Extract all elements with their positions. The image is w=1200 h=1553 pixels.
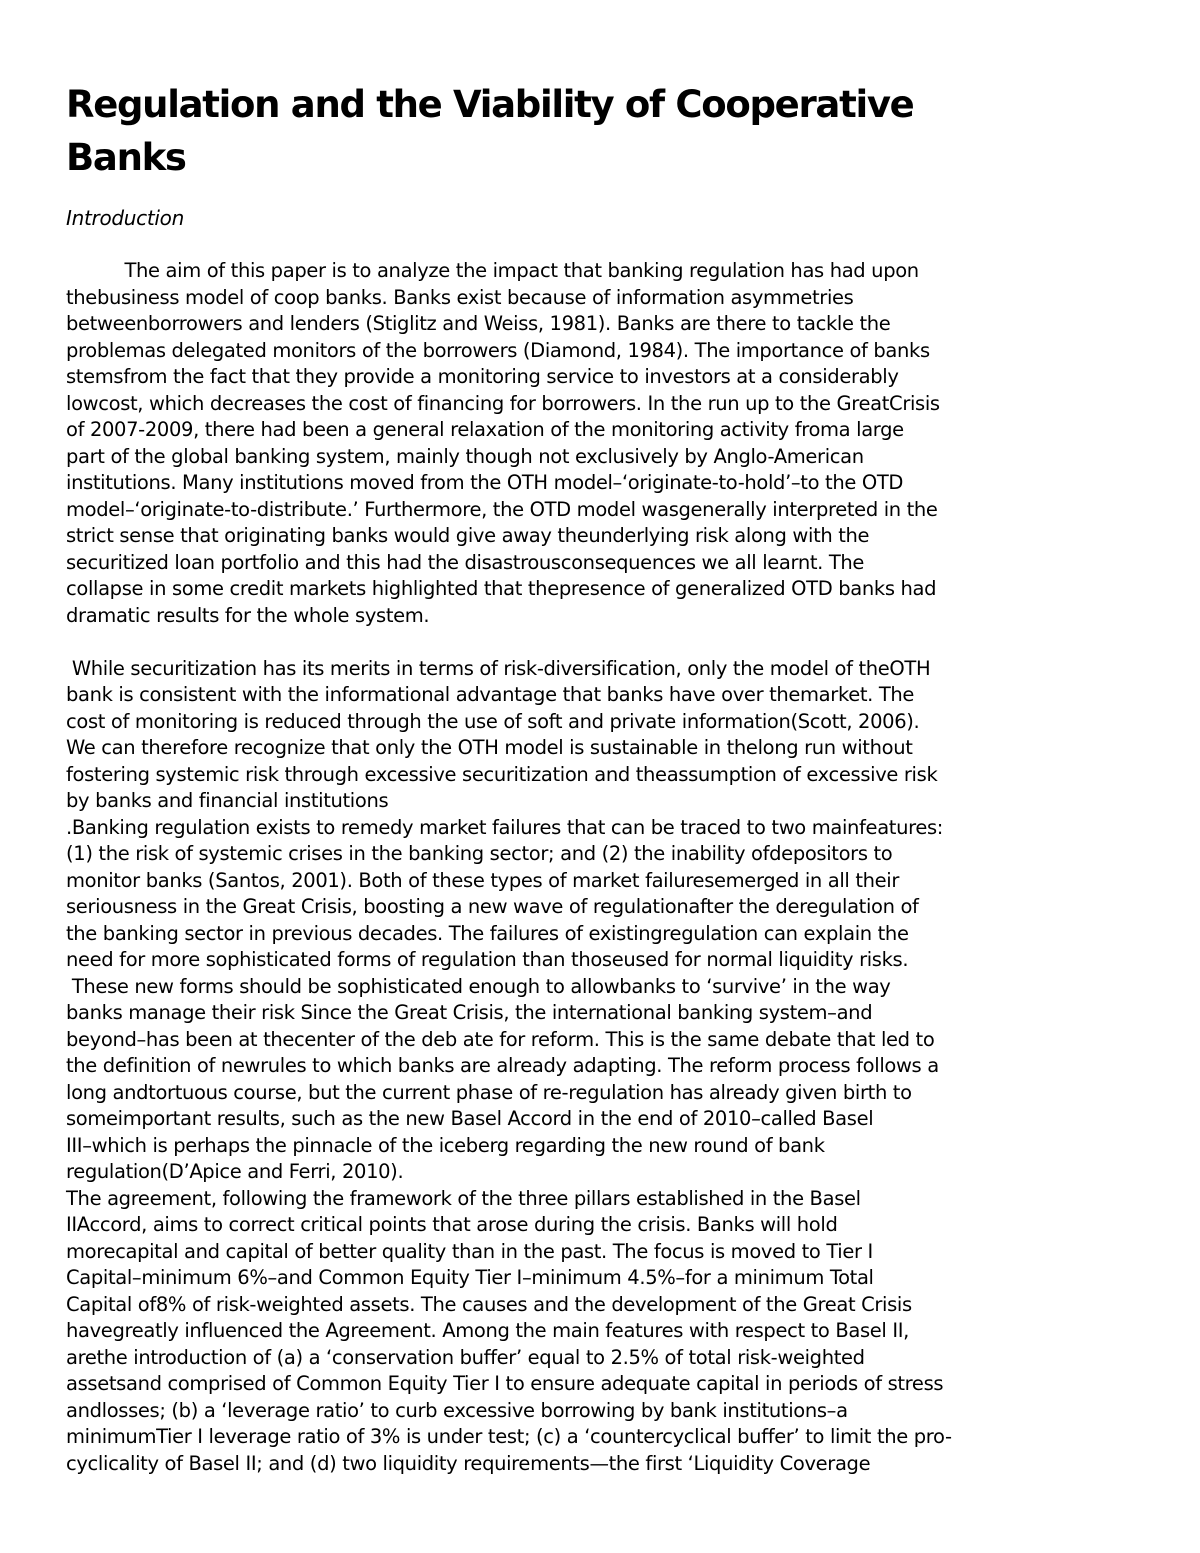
text-line: bank is consistent with the informational advantage that banks have over themarket. The [66,683,915,706]
text-line: institutions. Many institutions moved from the OTH model–‘originate-to-hold’–to the OTD [66,471,904,494]
text-line: the banking sector in previous decades. The failures of existingregulation can explain the [66,921,909,945]
paragraph-2 [66,656,1166,1478]
section-heading-introduction: Introduction [66,206,184,230]
text-line: monitor banks (Santos, 2001). Both of these types of market failuresemerged in all their [66,868,900,892]
text-line: model–‘originate-to-distribute.’ Furthermore, the OTD model wasgenerally interpreted in the [66,497,938,521]
text-line: of 2007-2009, there had been a general relaxation of the monitoring activity froma large [66,418,904,441]
text-line: the definition of newrules to which banks are already adapting. The reform process follows a [66,1054,939,1077]
text-line: betweenborrowers and lenders (Stiglitz and Weiss, 1981). Banks are there to tackle the [66,312,891,335]
paragraph-1 [66,258,1166,629]
text-line: While securitization has its merits in terms of risk-diversification, only the model of theOTH [66,656,931,680]
text-line: seriousness in the Great Crisis, boosting a new wave of regulationafter the deregulation of [66,895,919,918]
text-line: securitized loan portfolio and this had the disastrousconsequences we all learnt. The [66,550,865,574]
text-line: These new forms should be sophisticated enough to allowbanks to ‘survive’ in the way [66,974,891,998]
text-line: banks manage their risk Since the Great Crisis, the international banking system–and [66,1001,873,1024]
text-line: fostering systemic risk through excessive securitization and theassumption of excessive risk [66,762,938,786]
text-line: by banks and financial institutions [66,789,389,812]
text-line: dramatic results for the whole system. [66,603,430,627]
title-line-1: Regulation and the Viability of Cooperative [66,83,914,126]
text-line: collapse in some credit markets highlighted that thepresence of generalized OTD banks had [66,577,937,600]
text-line: part of the global banking system, mainly though not exclusively by Anglo-American [66,444,864,468]
text-line: havegreatly influenced the Agreement. Among the main features with respect to Basel II, [66,1319,909,1342]
text-line: beyond–has been at thecenter of the deb ate for reform. This is the same debate that led to [66,1027,935,1051]
text-line: We can therefore recognize that only the OTH model is sustainable in thelong run without [66,736,913,759]
title-line-2: Banks [66,136,186,179]
text-line: IIAccord, aims to correct critical points that arose during the crisis. Banks will hold [66,1213,838,1236]
text-line: III–which is perhaps the pinnacle of the iceberg regarding the new round of bank [66,1133,825,1157]
text-line: stemsfrom the fact that they provide a monitoring service to investors at a considerably [66,365,899,388]
text-line: (1) the risk of systemic crises in the banking sector; and (2) the inability ofdepositors to [66,842,893,865]
text-line: someimportant results, such as the new Basel Accord in the end of 2010–called Basel [66,1107,874,1130]
text-line: minimumTier I leverage ratio of 3% is under test; (c) a ‘countercyclical buffer’ to limit the pro- [66,1425,952,1448]
text-line: andlosses; (b) a ‘leverage ratio’ to curb excessive borrowing by bank institutions–a [66,1398,848,1422]
text-line: .Banking regulation exists to remedy market failures that can be traced to two mainfeatures: [66,815,944,839]
text-line: strict sense that originating banks would give away theunderlying risk along with the [66,524,870,547]
text-line: assetsand comprised of Common Equity Tier I to ensure adequate capital in periods of stress [66,1372,944,1395]
text-line: need for more sophisticated forms of regulation than thoseused for normal liquidity risks. [66,948,909,971]
document-body [66,258,1166,1477]
text-line: morecapital and capital of better quality than in the past. The focus is moved to Tier I [66,1239,873,1263]
text-line: cost of monitoring is reduced through the use of soft and private information(Scott, 2006). [66,709,920,733]
text-line: lowcost, which decreases the cost of financing for borrowers. In the run up to the GreatCrisis [66,391,940,415]
text-line: Capital of8% of risk-weighted assets. The causes and the development of the Great Crisis [66,1292,912,1316]
paragraph-gap [66,629,1166,656]
text-line: cyclicality of Basel II; and (d) two liquidity requirements—the first ‘Liquidity Coverage [66,1451,871,1475]
text-line: regulation(D’Apice and Ferri, 2010). [66,1160,404,1183]
text-line: arethe introduction of (a) a ‘conservation buffer’ equal to 2.5% of total risk-weighted [66,1345,865,1369]
text-line: The aim of this paper is to analyze the impact that banking regulation has had upon [66,259,919,282]
text-line: thebusiness model of coop banks. Banks exist because of information asymmetries [66,285,854,309]
text-line: problemas delegated monitors of the borrowers (Diamond, 1984). The importance of banks [66,338,930,362]
text-line: The agreement, following the framework of the three pillars established in the Basel [66,1186,861,1210]
text-line: Capital–minimum 6%–and Common Equity Tier I–minimum 4.5%–for a minimum Total [66,1266,874,1289]
text-line: long andtortuous course, but the current phase of re-regulation has already given birth to [66,1080,912,1104]
document-title [66,78,1066,184]
